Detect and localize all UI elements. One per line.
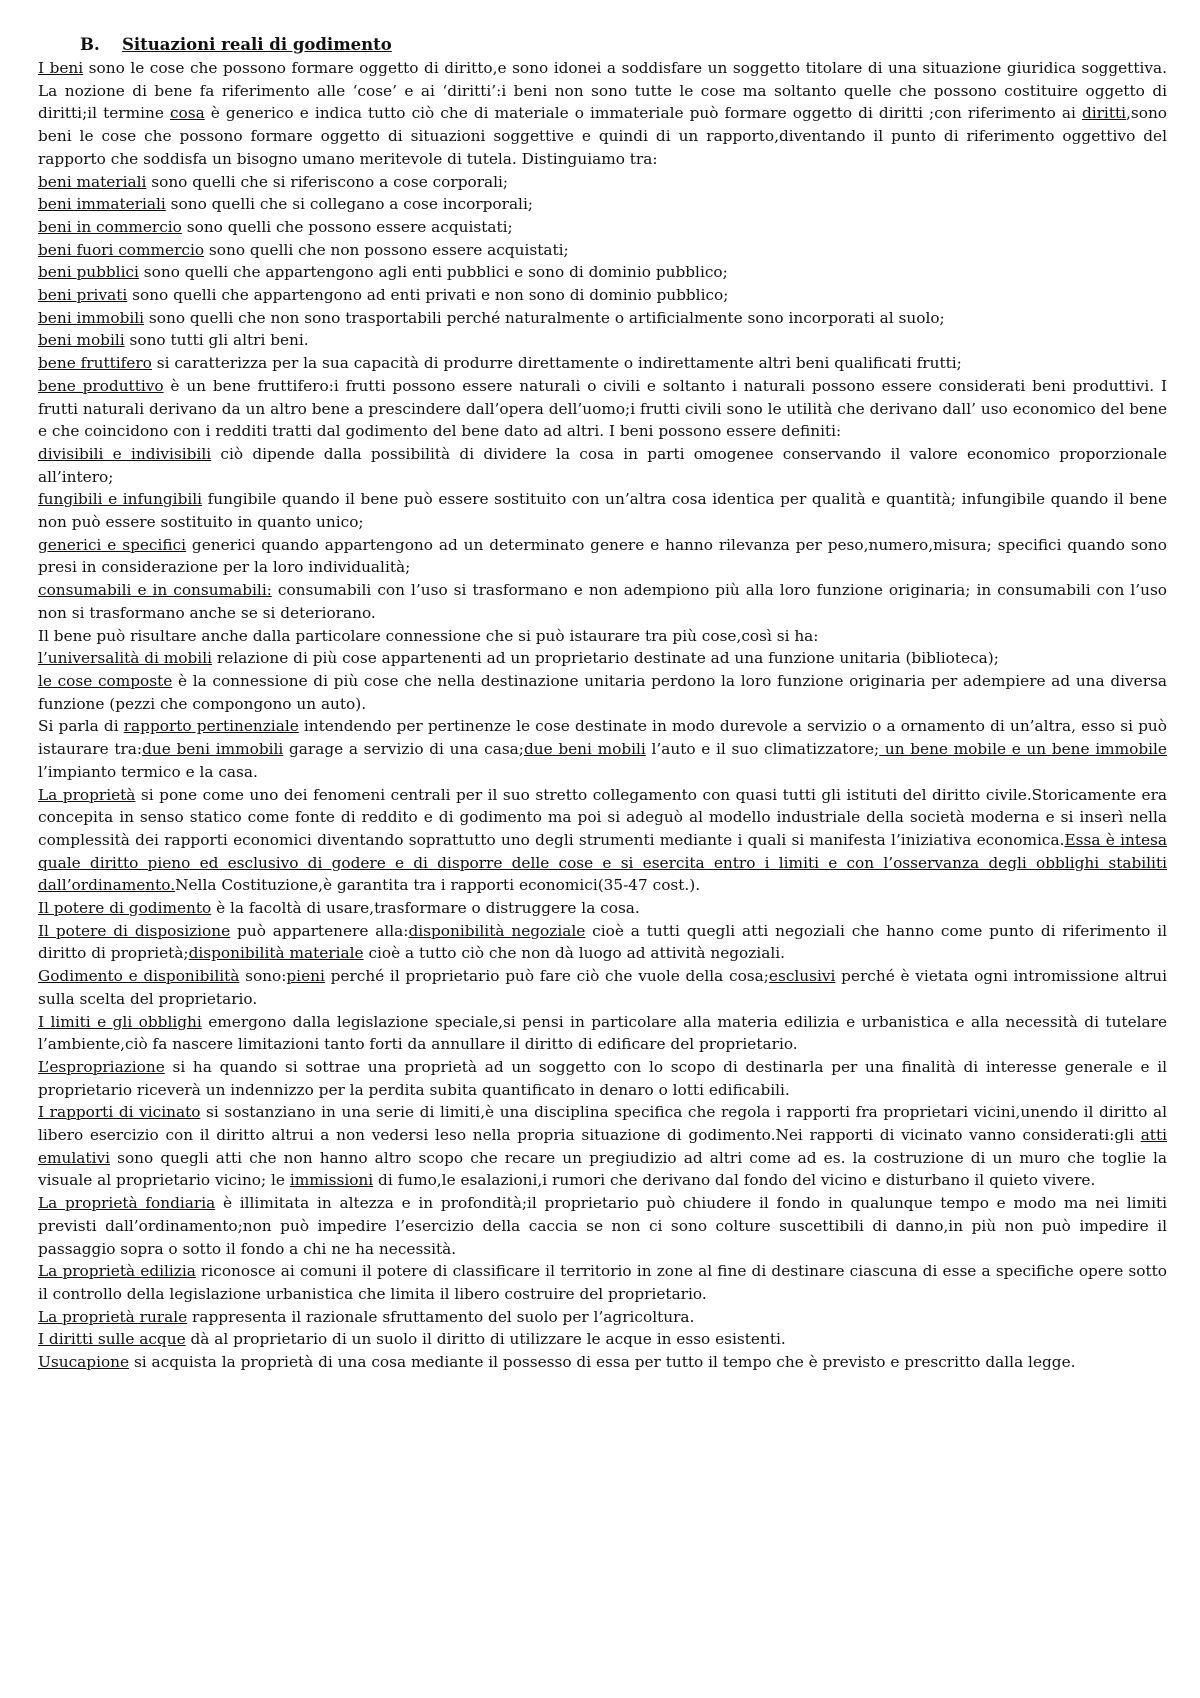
paragraph-text: fungibile quando il bene può essere sostituito con un’altra cosa identica per qualità e quantità; infungibile quando il bene non può essere sostituito in quanto unico; (38, 490, 1168, 532)
section-heading (80, 34, 1167, 56)
term-underlined: beni fuori commercio (38, 240, 205, 259)
term-underlined: beni in commercio (38, 217, 182, 236)
paragraph-text: si pone come uno dei fenomeni centrali per il suo stretto collegamento con quasi tutti gli istituti del diritto civile.Storicamente era concepita in senso statico come fonte di reddito e di godimento ma poi si adeguò al modello industriale della società moderna e si inserì nella complessità dei rapporti economici diventando soprattutto uno degli strumenti mediante i quali si manifesta l’iniziativa economica. (38, 785, 1167, 849)
term-underlined: le cose composte (38, 671, 173, 690)
paragraph-text: sono quelli che appartengono ad enti privati e non sono di dominio pubblico; (127, 286, 729, 305)
paragraph (38, 216, 1167, 239)
term-underlined: disponibilità materiale (188, 944, 364, 963)
term-underlined: l’universalità di mobili (38, 649, 212, 668)
term-underlined: esclusivi (768, 967, 836, 986)
paragraph (38, 443, 1167, 488)
paragraph-text: dà al proprietario di un suolo il diritto di utilizzare le acque in esso esistenti. (185, 1330, 786, 1349)
paragraph (38, 579, 1167, 624)
paragraph-text: l’impianto termico e la casa. (38, 762, 258, 781)
paragraph-text: cioè a tutto ciò che non dà luogo ad attività negoziali. (363, 944, 785, 963)
paragraph (38, 329, 1167, 352)
paragraph-text: relazione di più cose appartenenti ad un proprietario destinate ad una funzione unitaria (biblioteca); (211, 649, 999, 668)
term-underlined: beni mobili (38, 331, 125, 350)
paragraph-text: rappresenta il razionale sfruttamento del suolo per l’agricoltura. (187, 1307, 695, 1326)
paragraph-text: sono: (239, 967, 287, 986)
paragraph (38, 375, 1167, 443)
paragraph (38, 625, 1167, 648)
term-underlined: Godimento e disponibilità (38, 967, 240, 986)
document-body (38, 57, 1167, 1374)
term-underlined: cosa (169, 104, 205, 123)
term-underlined: generici e specifici (38, 535, 187, 554)
term-underlined: I rapporti di vicinato (38, 1103, 201, 1122)
paragraph (38, 488, 1167, 533)
paragraph-text: emergono dalla legislazione speciale,si pensi in particolare alla materia edilizia e urbanistica e alla necessità di tutelare l’ambiente,ciò fa nascere limitazioni tanto forti da annullare il diritto di edificare del proprietario. (38, 1012, 1167, 1054)
paragraph-text: l’auto e il suo climatizzatore; (645, 740, 880, 759)
term-underlined: due beni immobili (142, 740, 284, 759)
paragraph-text: Il bene può risultare anche dalla particolare connessione che si può istaurare tra più cose,così si ha: (38, 626, 819, 645)
term-underlined: Il potere di godimento (38, 899, 212, 918)
paragraph (38, 284, 1167, 307)
paragraph (38, 715, 1167, 783)
term-underlined: diritti (1081, 104, 1127, 123)
paragraph-text: sono quegli atti che non hanno altro scopo che recare un pregiudizio ad altri come ad es. la costruzione di un muro che toglie la visuale al proprietario vicino; le (38, 1148, 1167, 1190)
term-underlined: I limiti e gli obblighi (38, 1012, 202, 1031)
paragraph (38, 352, 1167, 375)
term-underlined: bene produttivo (38, 376, 164, 395)
paragraph-text: si caratterizza per la sua capacità di produrre direttamente o indirettamente altri beni qualificati frutti; (151, 354, 962, 373)
term-underlined: Usucapione (38, 1353, 130, 1372)
paragraph-text: è generico e indica tutto ciò che di materiale o immateriale può formare oggetto di diritti ;con riferimento ai (204, 104, 1082, 123)
term-underlined: consumabili e in consumabili: (38, 581, 272, 600)
term-underlined: due beni mobili (523, 740, 646, 759)
paragraph (38, 1351, 1167, 1374)
paragraph-text: generici quando appartengono ad un determinato genere e hanno rilevanza per peso,numero,misura; specifici quando sono presi in considerazione per la loro individualità; (38, 535, 1167, 577)
section-number: B. (80, 35, 100, 54)
paragraph (38, 920, 1167, 965)
paragraph (38, 965, 1167, 1010)
paragraph (38, 1056, 1167, 1101)
paragraph-text: sono quelli che appartengono agli enti pubblici e sono di dominio pubblico; (138, 263, 728, 282)
paragraph-text: cioè a tutti quegli atti negoziali che hanno come punto di riferimento il diritto di proprietà; (38, 921, 1167, 963)
term-underlined: La proprietà rurale (38, 1307, 188, 1326)
term-underlined: I beni (38, 59, 84, 77)
term-underlined: disponibilità negoziale (408, 921, 586, 940)
paragraph-text: riconosce ai comuni il potere di classificare il territorio in zone al fine di destinare ciascuna di esse a specifiche opere sotto il controllo della legislazione urbanistica che limita il libero costruire del proprietario. (38, 1262, 1167, 1303)
paragraph-text: è illimitata in altezza e in profondità;il proprietario può chiudere il fondo in qualunque tempo e modo ma nei limiti previsti dall’ordinamento;non può impedire l’esercizio della caccia se non ci sono colture suscettibili di danno,in più non può impedire il passaggio sopra o sotto il fondo a chi ne ha necessità. (38, 1194, 1167, 1258)
term-underlined: rapporto pertinenziale (123, 717, 299, 736)
term-underlined: divisibili e indivisibili (38, 444, 212, 463)
paragraph-text: intendendo per pertinenze le cose destinate in modo durevole a servizio o a ornamento di un’altra, esso si può istaurare tra: (38, 717, 1167, 759)
paragraph (38, 897, 1167, 920)
paragraph-text: sono quelli che non possono essere acquistati; (204, 240, 569, 259)
term-underlined: La proprietà (38, 785, 136, 804)
term-underlined: I diritti sulle acque (38, 1330, 186, 1349)
term-underlined: La proprietà fondiaria (38, 1194, 216, 1213)
paragraph-text: è la facoltà di usare,trasformare o distruggere la cosa. (211, 899, 640, 918)
paragraph (38, 1328, 1167, 1351)
paragraph-text: è la connessione di più cose che nella destinazione unitaria perdono la loro funzione originaria per adempiere ad una diversa funzione (pezzi che compongono un auto). (38, 671, 1167, 713)
paragraph-text: si ha quando si sottrae una proprietà ad un soggetto con lo scopo di destinarla per una finalità di interesse generale e il proprietario riceverà un indennizzo per la perdita subita quantificato in denaro o lotti edificabili. (38, 1057, 1167, 1099)
paragraph (38, 307, 1167, 330)
paragraph (38, 57, 1167, 171)
paragraph-text: si sostanziano in una serie di limiti,è una disciplina specifica che regola i rapporti fra proprietari vicini,unendo il diritto al libero esercizio con il diritto altrui a non vedersi leso nella propria situazione di godimento.Nei rapporti di vicinato vanno considerati:gli (38, 1103, 1167, 1145)
paragraph-text: Nella Costituzione,è garantita tra i rapporti economici(35-47 cost.). (175, 876, 701, 895)
paragraph (38, 1192, 1167, 1260)
paragraph-text: sono quelli che possono essere acquistati; (181, 217, 513, 236)
paragraph-text: ciò dipende dalla possibilità di dividere la cosa in parti omogenee conservando il valore economico proporzionale all’intero; (38, 444, 1167, 486)
section-title: Situazioni reali di godimento (122, 35, 392, 54)
paragraph-text: si acquista la proprietà di una cosa mediante il possesso di essa per tutto il tempo che è previsto e prescritto dalla legge. (129, 1353, 1076, 1372)
term-underlined: beni materiali (38, 172, 147, 191)
term-underlined: un bene mobile e un bene immobile (879, 740, 1167, 759)
paragraph-text: sono quelli che si riferiscono a cose corporali; (146, 172, 509, 191)
paragraph-text: perché il proprietario può fare ciò che vuole della cosa; (324, 967, 769, 986)
paragraph (38, 1260, 1167, 1305)
paragraph-text: garage a servizio di una casa; (283, 740, 524, 759)
paragraph (38, 193, 1167, 216)
paragraph-text: consumabili con l’uso si trasformano e non adempiono più alla loro funzione originaria; in consumabili con l’uso non si trasformano anche se si deteriorano. (38, 581, 1167, 622)
term-underlined: fungibili e infungibili (38, 490, 203, 509)
paragraph-text: perché è vietata ogni intromissione altrui sulla scelta del proprietario. (38, 967, 1167, 1008)
paragraph (38, 1101, 1167, 1192)
term-underlined: atti emulativi (38, 1126, 1167, 1167)
term-underlined: La proprietà edilizia (38, 1262, 196, 1281)
paragraph-text: può appartenere alla: (230, 921, 409, 940)
paragraph-text: Si parla di (38, 717, 124, 736)
paragraph-text: sono quelli che si collegano a cose incorporali; (165, 195, 533, 214)
paragraph (38, 1011, 1167, 1056)
paragraph (38, 647, 1167, 670)
term-underlined: pieni (286, 967, 325, 986)
paragraph-text: è un bene fruttifero:i frutti possono essere naturali o civili e soltanto i naturali possono essere considerati beni produttivi. I frutti naturali derivano da un altro bene a prescindere dall’opera dell’uomo;i frutti civili sono le utilità che derivano dall’ uso economico del bene e che coincidono con i redditi tratti dal godimento del bene dato ad altri. I beni possono essere definiti: (38, 376, 1168, 441)
paragraph (38, 670, 1167, 715)
paragraph (38, 261, 1167, 284)
term-underlined: beni pubblici (38, 263, 139, 282)
paragraph-text: sono tutti gli altri beni. (124, 331, 309, 350)
paragraph-text: di fumo,le esalazioni,i rumori che derivano dal fondo del vicino e disturbano il quieto vivere. (373, 1171, 1096, 1190)
term-underlined: Essa è intesa quale diritto pieno ed esclusivo di godere e di disporre delle cose e si esercita entro i limiti e con l’osservanza degli obblighi stabiliti dall’ordinamento. (38, 830, 1167, 895)
term-underlined: bene fruttifero (38, 354, 152, 373)
paragraph (38, 239, 1167, 262)
term-underlined: Il potere di disposizione (38, 921, 231, 940)
term-underlined: beni privati (38, 286, 128, 305)
paragraph (38, 1306, 1167, 1329)
paragraph (38, 534, 1167, 579)
term-underlined: beni immobili (38, 308, 145, 327)
paragraph-text: sono quelli che non sono trasportabili perché naturalmente o artificialmente sono incorporati al suolo; (144, 308, 945, 327)
term-underlined: L’espropriazione (38, 1057, 165, 1076)
paragraph (38, 784, 1167, 898)
paragraph-text: sono le cose che possono formare oggetto di diritto,e sono idonei a soddisfare un soggetto titolare di una situazione giuridica soggettiva. La nozione di bene fa riferimento alle ‘cose’ e ai ‘diritti’:i beni non sono tutte le cose ma soltanto quelle che possono costituire oggetto di diritti;il termine (38, 59, 1167, 123)
paragraph-text: ,sono beni le cose che possono formare oggetto di situazioni soggettive e quindi di un rapporto,diventando il punto di riferimento oggettivo del rapporto che soddisfa un bisogno umano meritevole di tutela. Distinguiamo tra: (38, 104, 1167, 168)
term-underlined: immissioni (289, 1171, 374, 1190)
term-underlined: beni immateriali (38, 195, 166, 214)
paragraph (38, 171, 1167, 194)
